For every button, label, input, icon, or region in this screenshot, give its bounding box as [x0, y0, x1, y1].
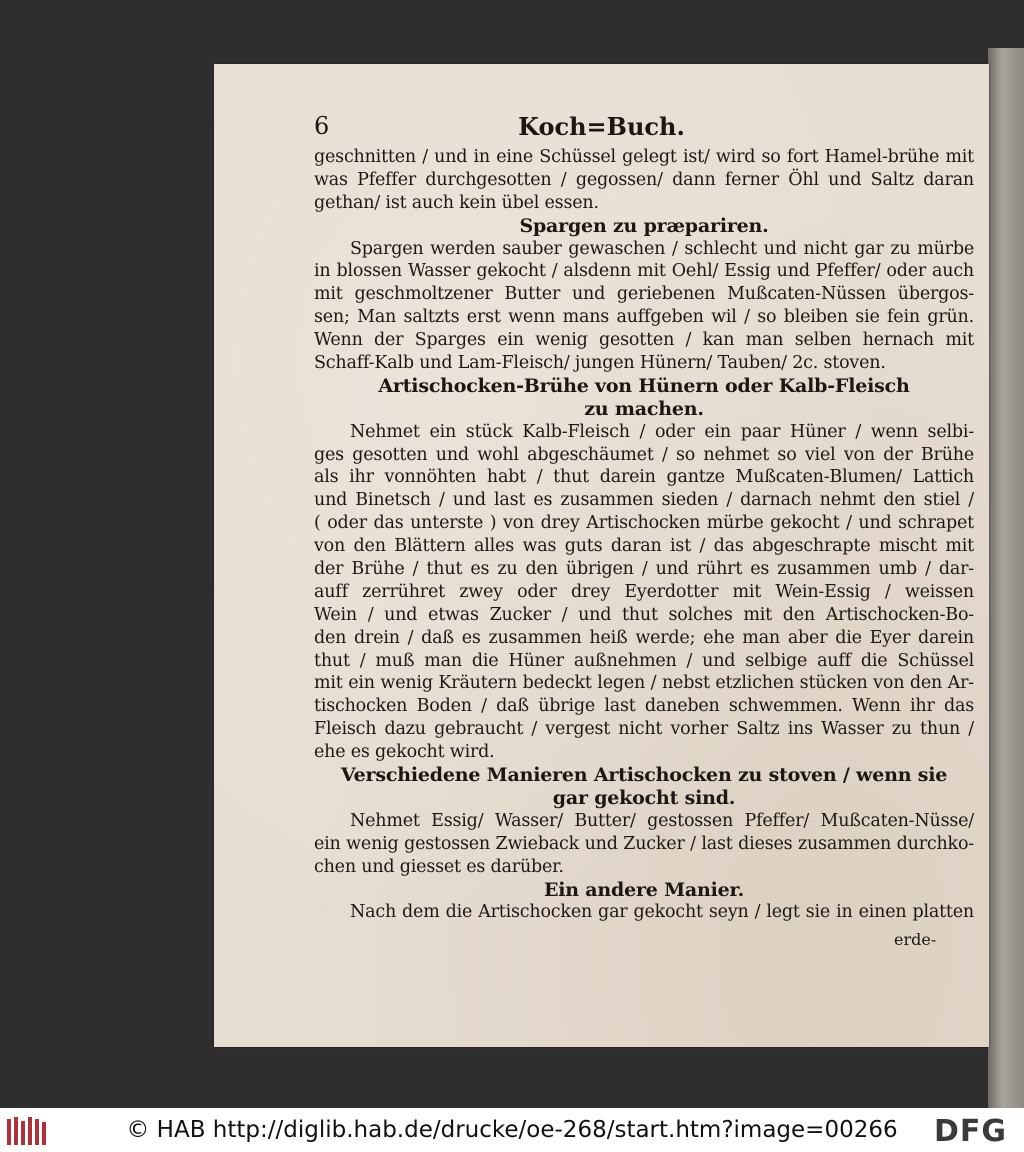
- text-line: und Binetsch / und last es zusammen sieden / darnach nehmt den stiel /: [314, 490, 974, 511]
- footer-bar: [0, 1108, 1024, 1152]
- text-line: ( oder das unterste ) von drey Artischocken mürbe gekocht / und schrapet: [314, 513, 974, 534]
- running-title: Koch=Buch.: [518, 112, 685, 141]
- page-number: 6: [314, 112, 330, 140]
- text-line: als ihr vonnöhten habt / thut darein gantze Mußcaten-Blumen/ Lattich: [314, 467, 974, 488]
- page-body: [314, 146, 974, 924]
- text-line: gethan/ ist auch kein übel essen.: [314, 192, 599, 213]
- next-page-edge: [988, 48, 1024, 1108]
- text-line: was Pfeffer durchgesotten / gegossen/ dann ferner Öhl und Saltz daran: [314, 169, 974, 190]
- text-line: ges gesotten und wohl abgeschäumet / so nehmet so viel von der Brühe: [314, 444, 974, 465]
- text-line: den drein / daß es zusammen heiß werde; ehe man aber die Eyer darein: [314, 627, 974, 648]
- section-heading: Verschiedene Manieren Artischocken zu stoven / wenn sie: [340, 764, 948, 787]
- text-line: Fleisch dazu gebraucht / vergest nicht vorher Saltz ins Wasser zu thun /: [314, 719, 974, 740]
- copyright-url-text: © HAB http://diglib.hab.de/drucke/oe-268/start.htm?image=00266: [126, 1117, 898, 1143]
- text-line: sen; Man saltzts erst wenn mans auffgeben wil / so bleiben sie fein grün.: [314, 307, 974, 328]
- text-line: mit ein wenig Kräutern bedeckt legen / nebst etzlichen stücken von den Ar-: [314, 673, 974, 694]
- text-line: von den Blättern alles was guts daran ist / das abgeschrapte mischt mit: [314, 536, 974, 557]
- text-line: thut / muß man die Hüner außnehmen / und selbige auff die Schüssel: [314, 650, 974, 671]
- dfg-logo: DFG: [934, 1114, 1008, 1149]
- text-line: Spargen werden sauber gewaschen / schlecht und nicht gar zu mürbe: [350, 238, 974, 259]
- section-heading: Ein andere Manier.: [543, 878, 745, 901]
- text-line: in blossen Wasser gekocht / alsdenn mit Oehl/ Essig und Pfeffer/ oder auch: [314, 261, 974, 282]
- book-page: [214, 64, 989, 1047]
- text-line: Nehmet Essig/ Wasser/ Butter/ gestossen Pfeffer/ Mußcaten-Nüsse/: [350, 810, 974, 831]
- text-line: der Brühe / thut es zu den übrigen / und rührt es zusammen umb / dar-: [314, 559, 974, 580]
- text-line: Nehmet ein stück Kalb-Fleisch / oder ein paar Hüner / wenn selbi-: [350, 421, 974, 442]
- text-line: Nach dem die Artischocken gar gekocht seyn / legt sie in einen platten: [350, 902, 974, 923]
- section-heading: Artischocken-Brühe von Hünern oder Kalb-Fleisch: [378, 374, 910, 397]
- text-line: ehe es gekocht wird.: [314, 742, 495, 763]
- catchword: erde-: [894, 930, 937, 949]
- text-line: auff zerrühret zwey oder drey Eyerdotter mit Wein-Essig / weissen: [314, 581, 974, 602]
- text-line: chen und giesset es darüber.: [314, 856, 564, 877]
- section-heading: gar gekocht sind.: [552, 786, 736, 809]
- text-line: mit geschmoltzener Butter und geriebenen Mußcaten-Nüssen übergos-: [314, 284, 974, 305]
- section-heading: Spargen zu præpariren.: [519, 214, 769, 237]
- page-header: [214, 112, 989, 146]
- text-line: Wenn der Sparges ein wenig gesotten / kan man selben hernach mit: [314, 330, 974, 351]
- text-line: tischocken Boden / daß übrige last daneben schwemmen. Wenn ihr das: [314, 696, 974, 717]
- text-line: Schaff-Kalb und Lam-Fleisch/ jungen Hünern/ Tauben/ 2c. stoven.: [314, 353, 886, 374]
- text-line: geschnitten / und in eine Schüssel gelegt ist/ wird so fort Hamel-brühe mit: [314, 147, 974, 167]
- section-heading: zu machen.: [584, 397, 704, 420]
- text-line: ein wenig gestossen Zwieback und Zucker / last dieses zusammen durchko-: [314, 833, 974, 854]
- text-line: Wein / und etwas Zucker / und thut solches mit den Artischocken-Bo-: [314, 604, 974, 625]
